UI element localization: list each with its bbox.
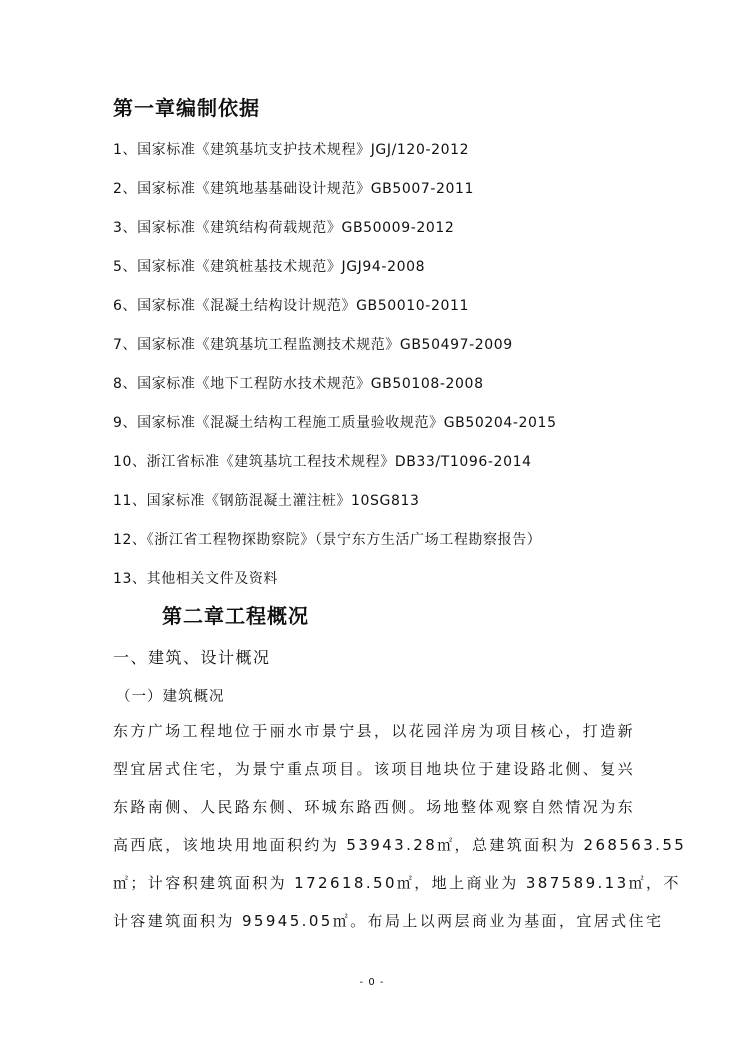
- reference-item: 13、其他相关文件及资料: [113, 571, 279, 587]
- chapter-1-title: 第一章编制依据: [113, 96, 260, 120]
- reference-item: 1、国家标准《建筑基坑支护技术规程》JGJ/120-2012: [113, 142, 470, 158]
- paragraph-line: 高西底，该地块用地面积约为 53943.28㎡，总建筑面积为 268563.55: [113, 836, 687, 854]
- paragraph-line: 东路南侧、人民路东侧、环城东路西侧。场地整体观察自然情况为东: [113, 798, 636, 816]
- reference-item: 5、国家标准《建筑桩基技术规范》JGJ94-2008: [113, 259, 426, 275]
- reference-item: 7、国家标准《建筑基坑工程监测技术规范》GB50497-2009: [113, 337, 513, 353]
- reference-item: 9、国家标准《混凝土结构工程施工质量验收规范》GB50204-2015: [113, 415, 557, 431]
- paragraph-line: ㎡；计容积建筑面积为 172618.50㎡，地上商业为 387589.13㎡，不: [113, 874, 681, 892]
- reference-item: 6、国家标准《混凝土结构设计规范》GB50010-2011: [113, 298, 469, 314]
- reference-item: 3、国家标准《建筑结构荷载规范》GB50009-2012: [113, 220, 455, 236]
- paragraph-line: 计容建筑面积为 95945.05㎡。布局上以两层商业为基面，宜居式住宅: [113, 912, 664, 930]
- reference-item: 12、《浙江省工程物探勘察院》（景宁东方生活广场工程勘察报告）: [113, 532, 542, 548]
- paragraph-line: 东方广场工程地位于丽水市景宁县，以花园洋房为项目核心，打造新: [113, 722, 636, 740]
- reference-item: 10、浙江省标准《建筑基坑工程技术规程》DB33/T1096-2014: [113, 454, 532, 470]
- page-number: - 0 -: [359, 977, 385, 988]
- reference-item: 8、国家标准《地下工程防水技术规范》GB50108-2008: [113, 376, 484, 392]
- subsection-heading: （一）建筑概况: [116, 689, 225, 705]
- section-heading: 一、建筑、设计概况: [113, 648, 271, 667]
- chapter-2-title: 第二章工程概况: [162, 604, 309, 628]
- reference-item: 11、国家标准《钢筋混凝土灌注桩》10SG813: [113, 493, 420, 509]
- paragraph-line: 型宜居式住宅，为景宁重点项目。该项目地块位于建设路北侧、复兴: [113, 760, 636, 778]
- reference-item: 2、国家标准《建筑地基基础设计规范》GB5007-2011: [113, 181, 475, 197]
